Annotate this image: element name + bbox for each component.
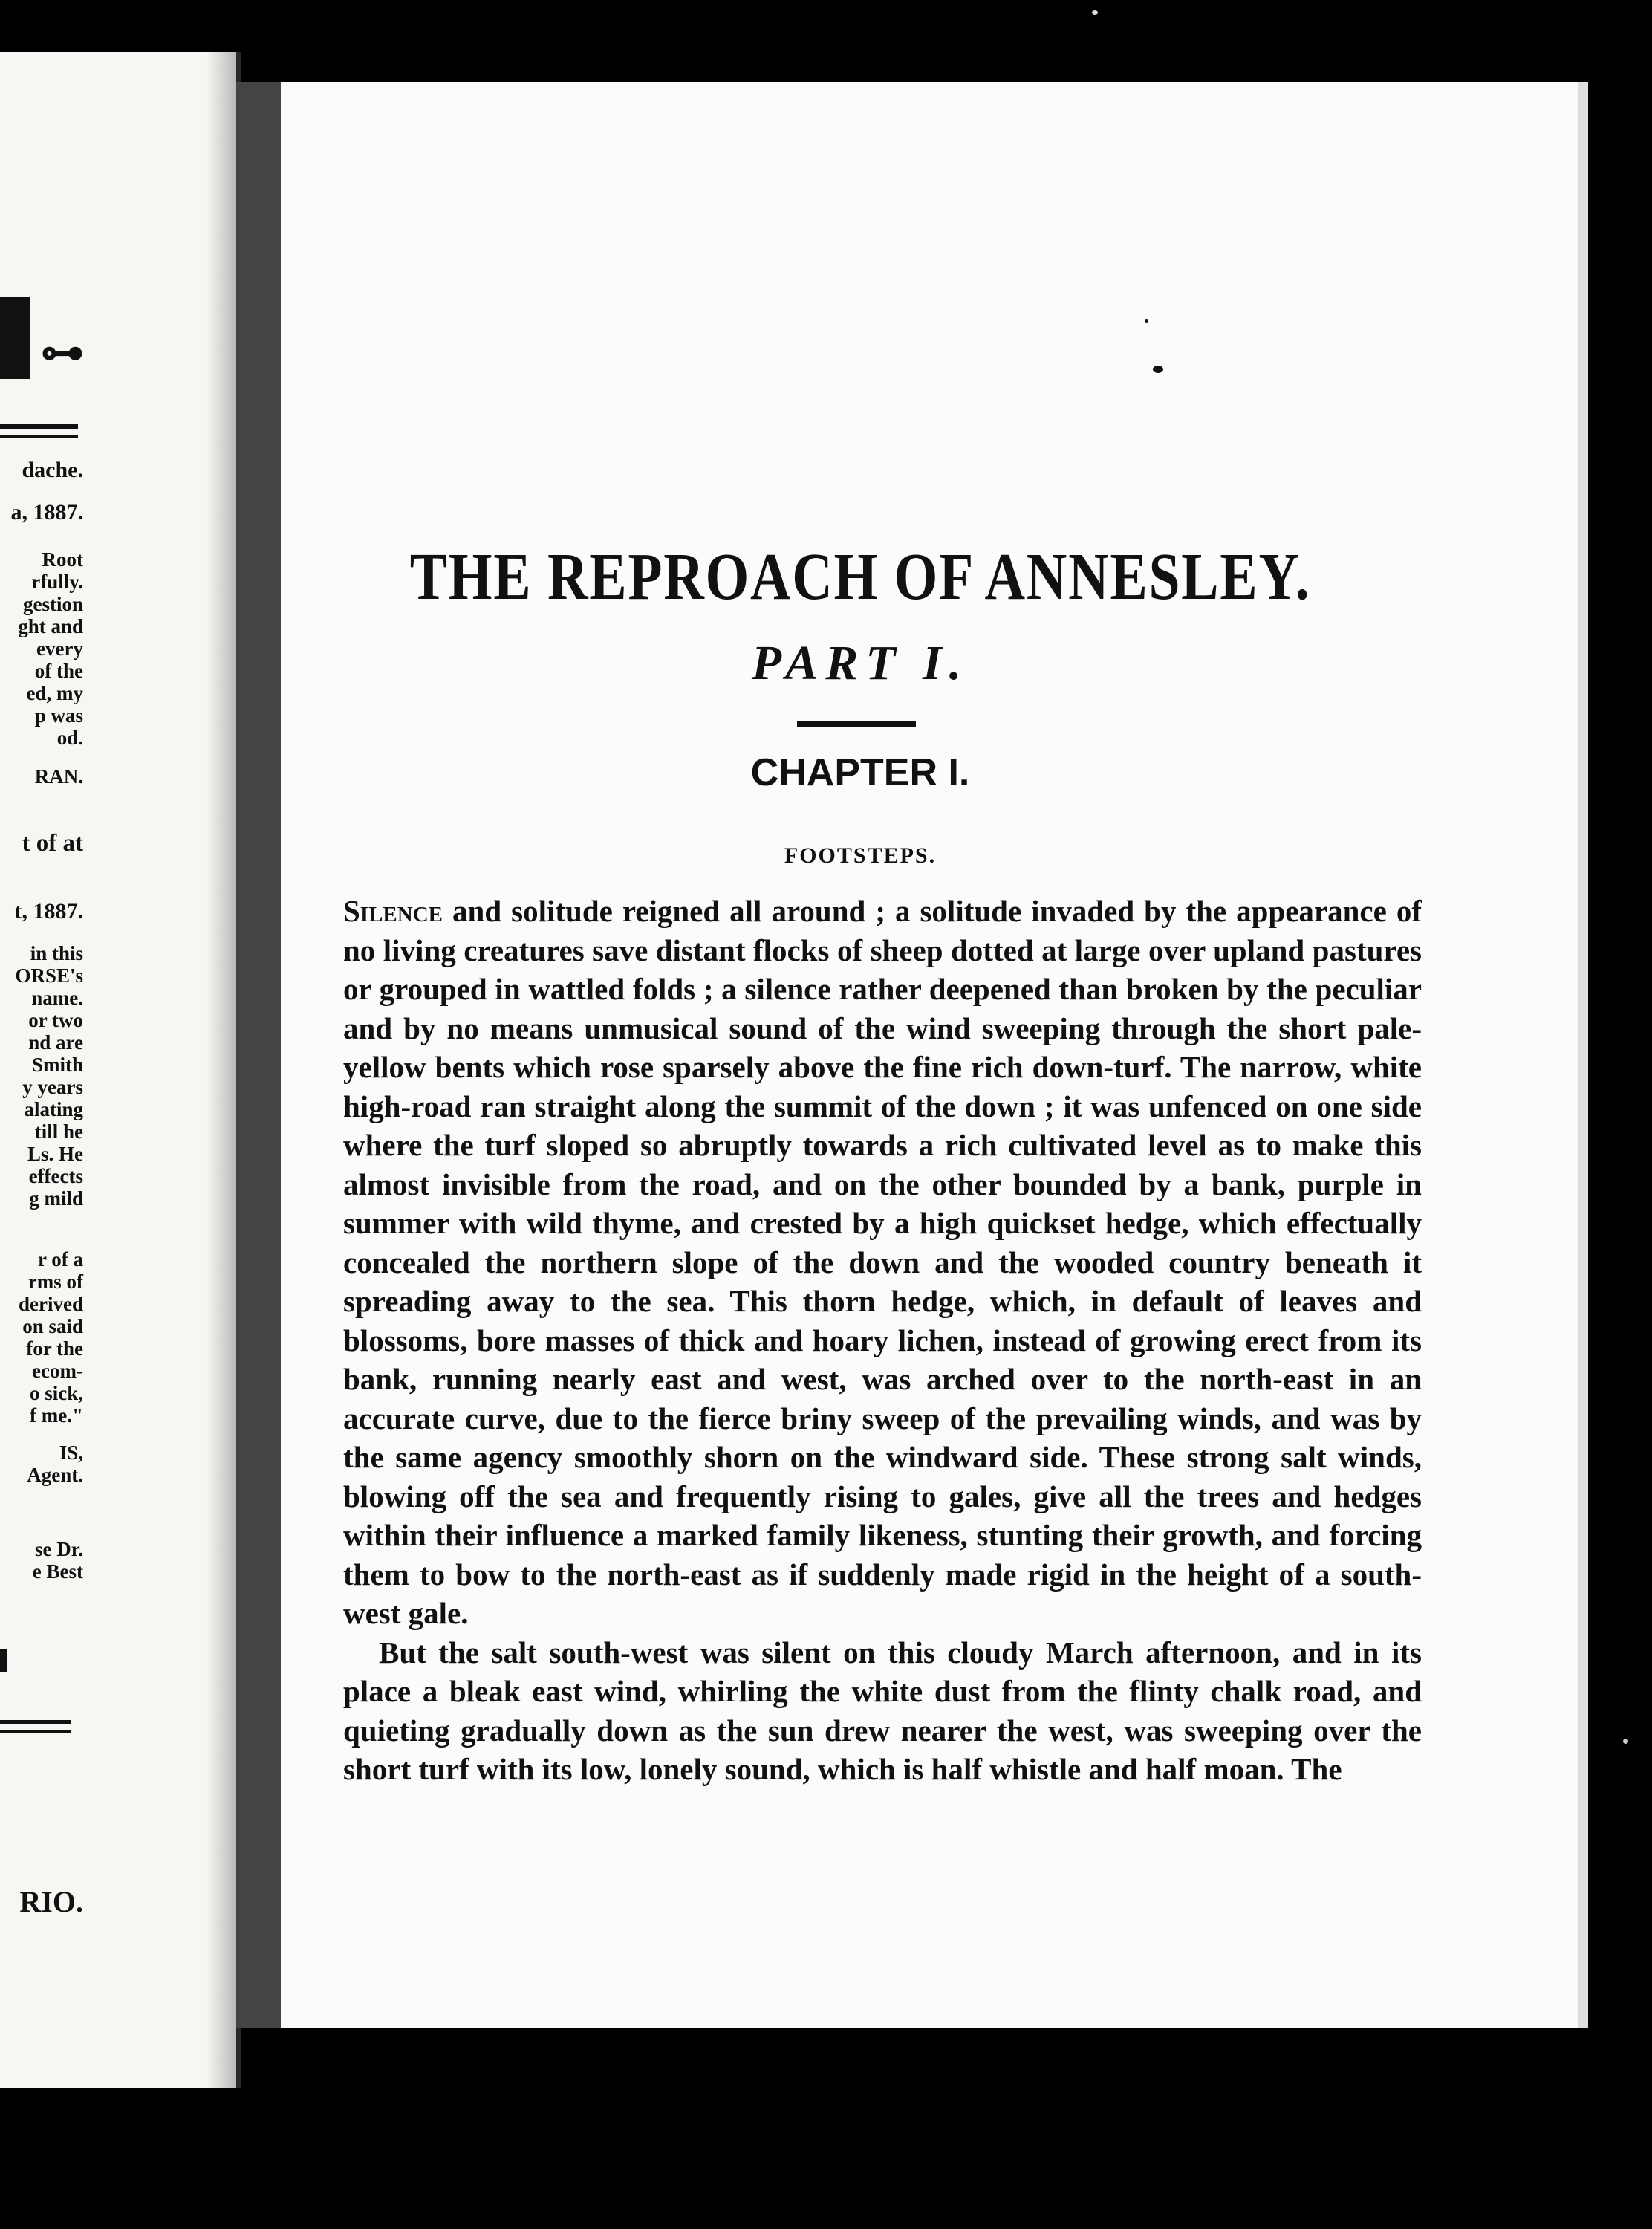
page-shadow bbox=[206, 52, 236, 2088]
left-fragment-8: r of a rms of derived on said for the ecom- o sick, f me." bbox=[19, 1248, 83, 1427]
left-fragment-1: dache. bbox=[22, 458, 83, 482]
right-page bbox=[281, 82, 1588, 2028]
ink-speck bbox=[1145, 319, 1148, 323]
dust-speck bbox=[1623, 1739, 1628, 1744]
paragraph-1-text: and solitude reigned all around ; a solitude invaded by the appearance of no living creatures save distant flocks of sheep dotted at large over upland pastures or grouped in wattled folds ; a silence rather deepened than broken by the peculiar and by no means unmusical sound of the wind sweeping through the short pale-yellow bents which rose sparsely above the fine rich down-turf. The narrow, white high-road ran straight along the summit of the down ; it was unfenced on one side where the turf sloped so abruptly towards a rich cultivated level as to make this almost invisible from the road, and on the other bounded by a bank, purple in summer with wild thyme, and crested by a high quickset hedge, which effectually concealed the northern slope of the down and the wooded country beneath it spreading away to the sea. This thorn hedge, which, in default of leaves and blossoms, bore masses of thick and hoary lichen, instead of growing erect from its bank, running nearly east and west, was arched over to the north-east in an accurate curve, due to the fierce briny sweep of the prevailing winds, and was by the same agency smoothly shorn on the windward side. These strong salt winds, blowing off the sea and frequently rising to gales, give all the trees and hedges within their influence a marked family likeness, stunting their growth, and forcing them to bow to the north-east as if suddenly made rigid in the height of a south-west gale. bbox=[343, 894, 1422, 1630]
chapter-title: FOOTSTEPS. bbox=[784, 843, 937, 868]
ink-speck bbox=[1153, 366, 1163, 373]
left-mark bbox=[0, 1649, 7, 1672]
left-fragment-4: RAN. bbox=[34, 765, 83, 788]
left-fragment-3: Root rfully. gestion ght and every of the ed, my p was od. bbox=[18, 548, 83, 749]
chapter-heading: CHAPTER I. bbox=[750, 751, 970, 794]
left-fragment-11: RIO. bbox=[19, 1885, 83, 1918]
left-fragment-10: se Dr. e Best bbox=[32, 1538, 83, 1583]
left-rule-top bbox=[0, 424, 78, 429]
left-rule-bottom-a bbox=[0, 1720, 71, 1724]
paragraph-2: But the salt south-west was silent on this cloudy March afternoon, and in its place a bleak east wind, whirling the white dust from the flinty chalk road, and quieting gradually down as the sun drew nearer the west, was sweeping over the short turf with its low, lonely sound, which is half whistle and half moan. The bbox=[343, 1635, 1422, 1786]
ornament-icon: ⊶ bbox=[41, 328, 84, 377]
left-fragment-6: t, 1887. bbox=[14, 899, 83, 924]
chapter-body bbox=[343, 892, 1422, 1789]
book-title: THE REPROACH OF ANNESLEY. bbox=[409, 540, 1311, 614]
left-fragment-9: IS, Agent. bbox=[27, 1441, 83, 1486]
left-rule-bottom-b bbox=[0, 1730, 71, 1733]
page-edge bbox=[1578, 82, 1588, 2028]
paragraph-lead-word: Silence bbox=[343, 894, 443, 928]
section-divider bbox=[797, 721, 916, 727]
paragraph-1 bbox=[343, 892, 1422, 1633]
left-facing-page bbox=[0, 52, 241, 2088]
left-fragment-2: a, 1887. bbox=[10, 500, 83, 525]
book-gutter bbox=[236, 82, 281, 2028]
left-page-heading-fragment bbox=[0, 297, 30, 379]
left-fragment-7: in this ORSE's name. or two nd are Smith y years alating till he Ls. He effects g mild bbox=[15, 942, 83, 1210]
part-heading: PART I. bbox=[751, 636, 969, 690]
dust-speck bbox=[1092, 10, 1098, 15]
left-rule-top-thin bbox=[0, 435, 78, 438]
left-fragment-5: t of at bbox=[22, 830, 83, 857]
